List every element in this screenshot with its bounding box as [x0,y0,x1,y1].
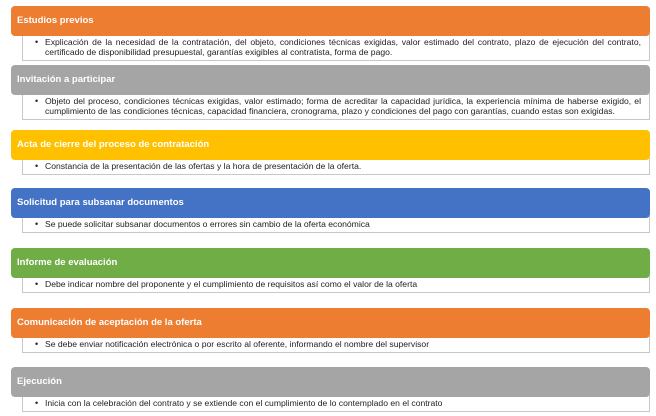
step-title-bar: Estudios previos [11,6,650,36]
step-detail-panel [22,216,650,233]
step-detail-text: Inicia con la celebración del contrato y se extiende con el cumplimiento de lo contemplado en el contrato [45,398,443,408]
step-title-bar: Ejecución [11,367,650,397]
bullet-icon: • [35,398,39,408]
step-title-bar: Informe de evaluación [11,248,650,278]
step-title-bar: Invitación a participar [11,65,650,95]
step-detail-text: Se puede solicitar subsanar documentos o errores sin cambio de la oferta económica [45,219,370,229]
step-detail-text: Se debe enviar notificación electrónica o por escrito al oferente, informando el nombre del supervisor [45,339,430,349]
list-item [35,279,641,289]
step-title-bar: Acta de cierre del proceso de contratación [11,130,650,160]
step-detail-text: Debe indicar nombre del proponente y el cumplimiento de requisitos así como el valor de la oferta [45,279,418,289]
step-detail-panel [22,276,650,293]
bullet-icon: • [35,279,39,289]
bullet-icon: • [35,96,39,106]
step-title-bar: Solicitud para subsanar documentos [11,188,650,218]
step-detail-text: Objeto del proceso, condiciones técnicas exigidas, valor estimado; forma de acreditar la capacidad jurídica, la experiencia mínima de haberse exigido, el cumplimiento de las condiciones técnicas, capacidad financiera, cronograma, plazo y condiciones del pago con garantías, cuando estas son exigidas. [45,96,641,116]
step-title-bar: Comunicación de aceptación de la oferta [11,308,650,338]
step-ejecucion [11,367,650,412]
step-detail-panel [22,395,650,412]
list-item [35,219,641,229]
bullet-icon: • [35,37,39,47]
step-detail-text: Explicación de la necesidad de la contratación, del objeto, condiciones técnicas exigidas, valor estimado del contrato, plazo de ejecución del contrato, certificado de disponibilidad presupuestal, garantías exigibles al contratista, forma de pago. [45,37,641,57]
bullet-icon: • [35,339,39,349]
list-item [35,398,641,408]
step-detail-panel [22,93,650,120]
step-informe-evaluacion [11,248,650,293]
step-comunicacion-aceptacion [11,308,650,353]
step-detail-text: Constancia de la presentación de las ofertas y la hora de presentación de la oferta. [45,161,362,171]
step-detail-panel [22,34,650,61]
step-detail-panel [22,158,650,175]
step-estudios-previos [11,6,650,61]
step-invitacion-participar [11,65,650,120]
step-acta-cierre [11,130,650,175]
list-item [35,161,641,171]
list-item [35,96,641,116]
bullet-icon: • [35,219,39,229]
list-item [35,339,641,349]
list-item [35,37,641,57]
bullet-icon: • [35,161,39,171]
step-solicitud-subsanar [11,188,650,233]
step-detail-panel [22,336,650,353]
